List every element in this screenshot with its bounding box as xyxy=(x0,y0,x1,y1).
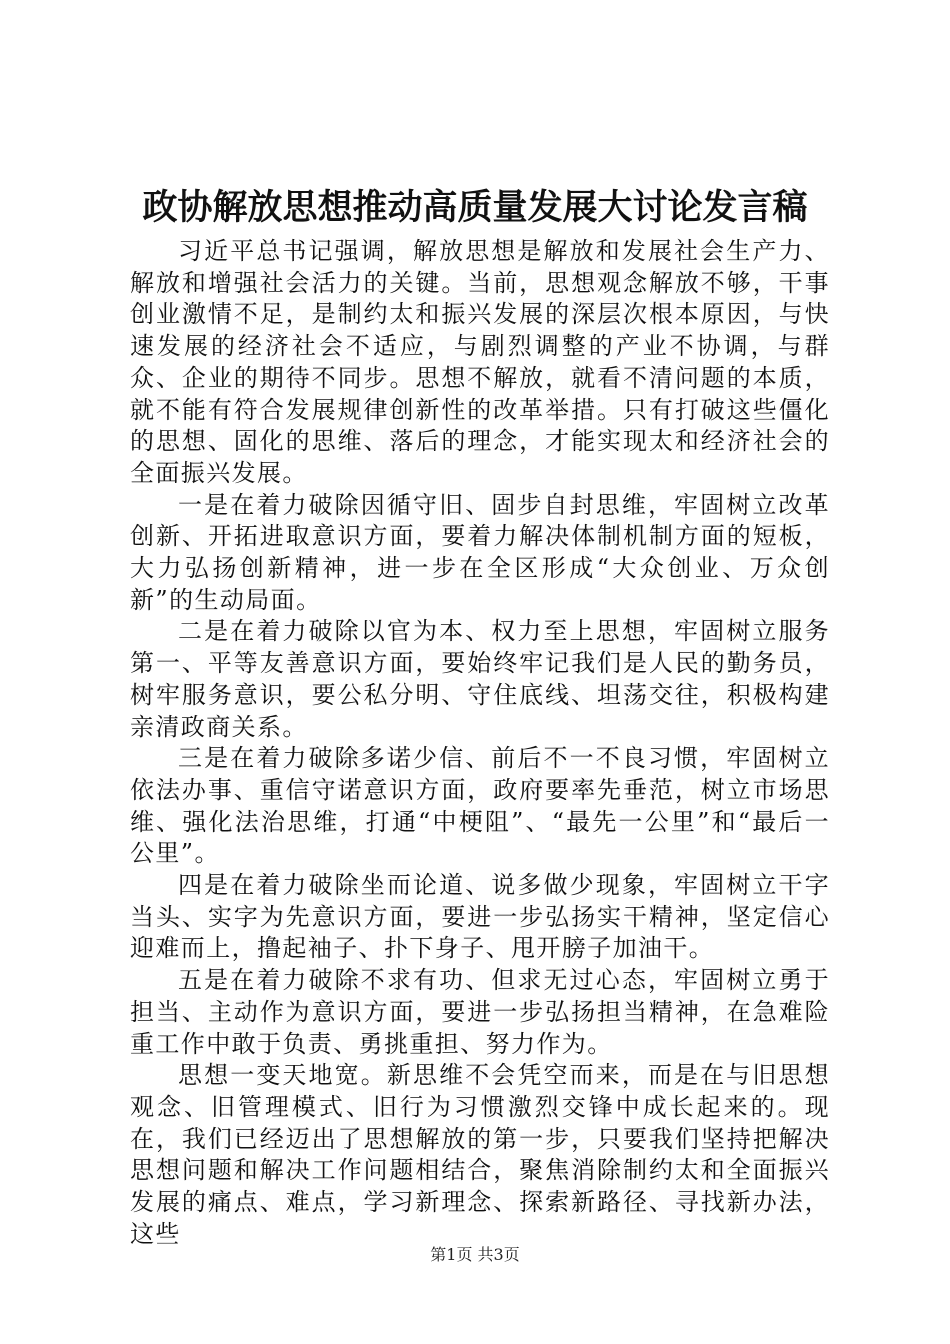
paragraph-point-one: 一是在着力破除因循守旧、固步自封思维，牢固树立改革创新、开拓进取意识方面，要着力解决体制机制方面的短板，大力弘扬创新精神，进一步在全区形成“大众创业、万众创新”的生动局面。 xyxy=(130,490,830,614)
page-number-footer: 第1页 共3页 xyxy=(430,1245,520,1264)
document-title: 政协解放思想推动高质量发展大讨论发言稿 xyxy=(142,187,808,228)
paragraph-conclusion: 思想一变天地宽。新思维不会凭空而来，而是在与旧思想观念、旧管理模式、旧行为习惯激烈交锋中成长起来的。现在，我们已经迈出了思想解放的第一步，只要我们坚持把解决思想问题和解决工作问题相结合，聚焦消除制约太和全面振兴发展的痛点、难点，学习新理念、探索新路径、寻找新办法，这些 xyxy=(130,1061,830,1248)
paragraph-point-five: 五是在着力破除不求有功、但求无过心态，牢固树立勇于担当、主动作为意识方面，要进一步弘扬担当精神，在急难险重工作中敢于负责、勇挑重担、努力作为。 xyxy=(130,966,830,1058)
document-body xyxy=(130,236,830,1251)
paragraph-intro: 习近平总书记强调，解放思想是解放和发展社会生产力、解放和增强社会活力的关键。当前，思想观念解放不够，干事创业激情不足，是制约太和振兴发展的深层次根本原因，与快速发展的经济社会不适应，与剧烈调整的产业不协调，与群众、企业的期待不同步。思想不解放，就看不清问题的本质，就不能有符合发展规律创新性的改革举措。只有打破这些僵化的思想、固化的思维、落后的理念，才能实现太和经济社会的全面振兴发展。 xyxy=(130,237,830,487)
paragraph-point-three: 三是在着力破除多诺少信、前后不一不良习惯，牢固树立依法办事、重信守诺意识方面，政府要率先垂范，树立市场思维、强化法治思维，打通“中梗阻”、“最先一公里”和“最后一公里”。 xyxy=(130,744,830,868)
paragraph-point-two: 二是在着力破除以官为本、权力至上思想，牢固树立服务第一、平等友善意识方面，要始终牢记我们是人民的勤务员，树牢服务意识，要公私分明、守住底线、坦荡交往，积极构建亲清政商关系。 xyxy=(130,617,830,741)
paragraph-point-four: 四是在着力破除坐而论道、说多做少现象，牢固树立干字当头、实字为先意识方面，要进一步弘扬实干精神，坚定信心迎难而上，撸起袖子、扑下身子、甩开膀子加油干。 xyxy=(130,871,830,963)
